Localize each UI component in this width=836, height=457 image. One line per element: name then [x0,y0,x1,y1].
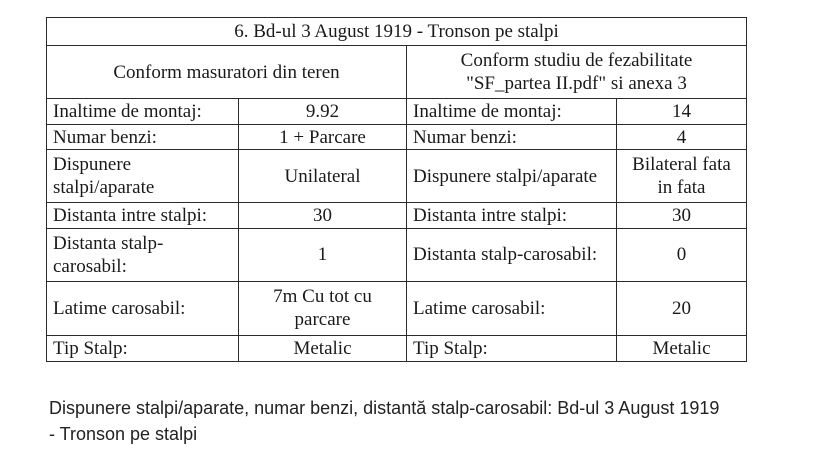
row-label-left: Latime carosabil: [47,281,239,335]
row-value-right: 30 [617,203,747,228]
spec-table [46,17,747,362]
table-row [47,335,747,362]
row-label-right: Latime carosabil: [407,281,617,335]
group-header-line-2: "SF_partea II.pdf" si anexa 3 [466,73,687,95]
row-value-right: 20 [617,281,747,335]
row-value-left: 7m Cu tot cu parcare [239,281,407,335]
row-label-right: Distanta intre stalpi: [407,203,617,228]
caption-line-1: Dispunere stalpi/aparate, numar benzi, distantă stalp-carosabil: Bd-ul 3 August 1919 [49,398,720,418]
row-label-left: Distanta intre stalpi: [47,203,239,228]
caption-line-2: - Tronson pe stalpi [49,424,198,444]
row-label-left: Dispunere stalpi/aparate [47,150,239,203]
table-row [47,99,747,124]
row-value-right: 14 [617,99,747,124]
row-label-left: Distanta stalp-carosabil: [47,228,239,281]
row-label-right: Distanta stalp-carosabil: [407,228,617,281]
row-label-right: Numar benzi: [407,124,617,149]
row-value-right: 4 [617,124,747,149]
row-value-left: 1 + Parcare [239,124,407,149]
row-label-left: Inaltime de montaj: [47,99,239,124]
group-header-feasibility-study [407,46,747,99]
row-value-left: 9.92 [239,99,407,124]
table-row [47,124,747,149]
table-title: 6. Bd-ul 3 August 1919 - Tronson pe stalpi [47,18,747,46]
row-label-right: Inaltime de montaj: [407,99,617,124]
table-row [47,281,747,335]
row-value-left: 30 [239,203,407,228]
row-label-right: Dispunere stalpi/aparate [407,150,617,203]
table-row [47,228,747,281]
group-header-line-1: Conform studiu de fezabilitate [460,50,693,72]
table-caption [49,395,819,447]
table-title-row [47,18,747,46]
row-value-right: 0 [617,228,747,281]
row-label-left: Tip Stalp: [47,335,239,362]
row-value-left: Metalic [239,335,407,362]
row-value-right: Metalic [617,335,747,362]
row-value-right: Bilateral fata in fata [617,150,747,203]
row-value-left: 1 [239,228,407,281]
row-value-left: Unilateral [239,150,407,203]
group-header-row [47,46,747,99]
table-row [47,150,747,203]
row-label-left: Numar benzi: [47,124,239,149]
row-label-right: Tip Stalp: [407,335,617,362]
table-row [47,203,747,228]
group-header-field-measurements: Conform masuratori din teren [47,46,407,99]
